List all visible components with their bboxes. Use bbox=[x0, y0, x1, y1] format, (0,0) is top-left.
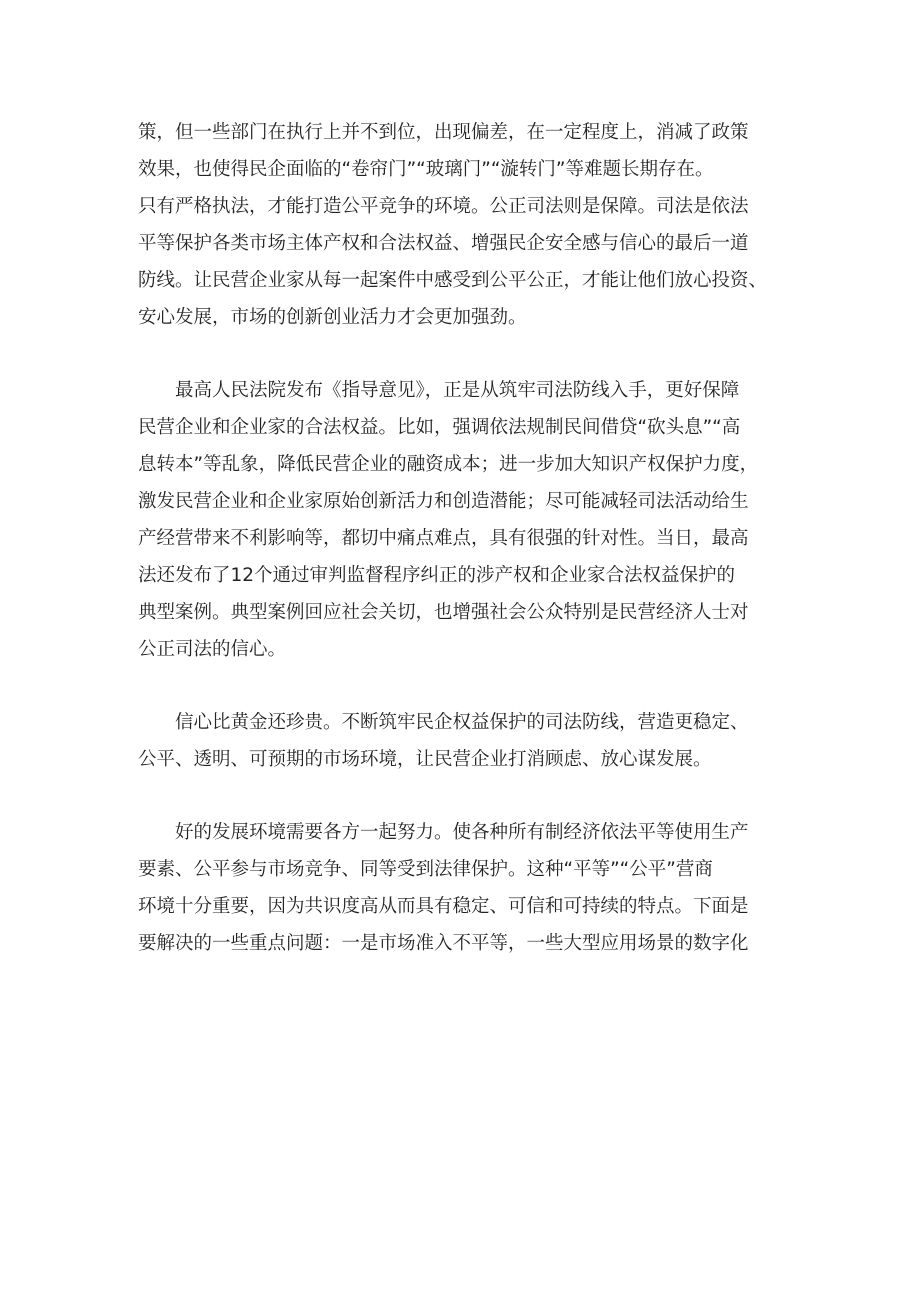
text-line: 要素、公平参与市场竞争、同等受到法律保护。这种“平等”“公平”营商 bbox=[138, 859, 713, 880]
text-line: 最高人民法院发布《指导意见》，正是从筑牢司法防线入手，更好保障 bbox=[138, 380, 740, 401]
document-body bbox=[138, 114, 798, 962]
paragraph-spacing bbox=[138, 668, 798, 704]
text-line: 效果，也使得民企面临的“卷帘门”“玻璃门”“漩转门”等难题长期存在。 bbox=[138, 159, 714, 180]
paragraph bbox=[138, 372, 798, 668]
text-line: 公平、透明、可预期的市场环境，让民营企业打消顾虑、放心谋发展。 bbox=[138, 749, 712, 770]
text-line: 法还发布了12个通过审判监督程序纠正的涉产权和企业家合法权益保护的 bbox=[138, 565, 736, 586]
text-line: 环境十分重要，因为共识度高从而具有稳定、可信和可持续的特点。下面是 bbox=[138, 896, 749, 917]
paragraph-spacing bbox=[138, 336, 798, 372]
text-line: 民营企业和企业家的合法权益。比如，强调依法规制民间借贷“砍头息”“高 bbox=[138, 417, 741, 438]
text-line: 激发民营企业和企业家原始创新活力和创造潜能；尽可能减轻司法活动给生 bbox=[138, 491, 749, 512]
text-line: 产经营带来不利影响等，都切中痛点难点，具有很强的针对性。当日，最高 bbox=[138, 528, 749, 549]
text-line: 信心比黄金还珍贵。不断筑牢民企权益保护的司法防线，营造更稳定、 bbox=[138, 712, 749, 733]
paragraph bbox=[138, 114, 798, 336]
text-line: 安心发展，市场的创新创业活力才会更加强劲。 bbox=[138, 307, 527, 328]
text-line: 典型案例。典型案例回应社会关切，也增强社会公众特别是民营经济人士对 bbox=[138, 602, 749, 623]
text-line: 平等保护各类市场主体产权和合法权益、增强民企安全感与信心的最后一道 bbox=[138, 233, 749, 254]
paragraph-spacing bbox=[138, 778, 798, 814]
paragraph bbox=[138, 814, 798, 962]
paragraph bbox=[138, 704, 798, 778]
text-line: 防线。让民营企业家从每一起案件中感受到公平公正，才能让他们放心投资、 bbox=[138, 270, 768, 291]
text-line: 息转本”等乱象，降低民营企业的融资成本；进一步加大知识产权保护力度， bbox=[138, 454, 759, 475]
text-line: 公正司法的信心。 bbox=[138, 639, 287, 660]
text-line: 策，但一些部门在执行上并不到位，出现偏差，在一定程度上，消减了政策 bbox=[138, 122, 749, 143]
text-line: 好的发展环境需要各方一起努力。使各种所有制经济依法平等使用生产 bbox=[138, 822, 749, 843]
text-line: 要解决的一些重点问题：一是市场准入不平等，一些大型应用场景的数字化 bbox=[138, 933, 749, 954]
text-line: 只有严格执法，才能打造公平竞争的环境。公正司法则是保障。司法是依法 bbox=[138, 196, 749, 217]
